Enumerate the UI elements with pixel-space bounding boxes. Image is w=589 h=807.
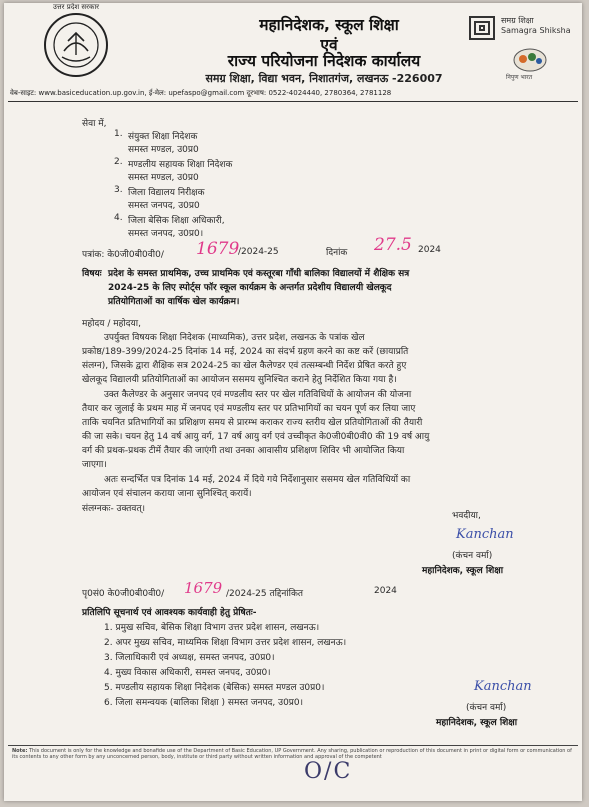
- up-government-seal: [42, 11, 110, 79]
- subject-label: विषयः: [82, 269, 102, 279]
- copy-to-item: 4. मुख्य विकास अधिकारी, समस्त जनपद, उ0प्र0।: [104, 668, 271, 678]
- para2-line: उक्त कैलेण्डर के अनुसार जनपद एवं मण्डलीय स्तर पर खेल गतिविधियों के आयोजन की योजना: [104, 390, 412, 400]
- letter-ref-suffix: /2024-25: [238, 247, 279, 257]
- para2-line: तैयार कर जुलाई के प्रथम माह में जनपद एवं मण्डलीय स्तर पर प्रतिभागियों का चयन पूर्ण कर लिया जाए: [82, 404, 416, 414]
- footer-divider: [8, 745, 578, 746]
- header-address: समग्र शिक्षा, विद्या भवन, निशातगंज, लखनऊ -226007: [205, 72, 443, 85]
- copy-to-heading: प्रतिलिपि सूचनार्थ एवं आवश्यक कार्यवाही हेतु प्रेषितः-: [82, 608, 257, 618]
- enclosure-note: संलग्नकः- उक्तवत्।: [82, 504, 145, 514]
- addressee-line: जिला विद्यालय निरीक्षक: [128, 188, 205, 198]
- nipun-bharat-logo-icon: [512, 47, 548, 73]
- salutation: महोदय / महोदया,: [82, 319, 141, 329]
- copy-to-item: 5. मण्डलीय सहायक शिक्षा निदेशक (बेसिक) समस्त मण्डल उ0प्र0।: [104, 683, 325, 693]
- copy-ref-year: 2024: [374, 586, 397, 596]
- para3-line: अतः सन्दर्भित पत्र दिनांक 14 मई, 2024 में दिये गये निर्देशानुसार ससमय खेल गतिविधियों का: [104, 475, 411, 485]
- subject-line: प्रदेश के समस्त प्राथमिक, उच्च प्राथमिक एवं कस्तूरबा गाँधी बालिका विद्यालयों में शैक्षिक सत्र: [108, 269, 410, 279]
- logo3-caption: निपुण भारत: [506, 74, 533, 81]
- para1-line: खेलकूद विद्यालयी प्रतियोगिताओं का आयोजन ससमय सुनिश्चित कराने हेतु निर्देशित किया गया है।: [82, 375, 397, 385]
- addressee-line: मण्डलीय सहायक शिक्षा निदेशक: [128, 160, 233, 170]
- addressee-num: 4.: [114, 213, 123, 223]
- addressee-line: समस्त मण्डल, उ0प्र0: [128, 173, 199, 183]
- date-year: 2024: [418, 245, 441, 255]
- addressee-line: समस्त जनपद, उ0प्र0।: [128, 229, 204, 239]
- para2-line: ताकि चयनित प्रतिभागियों का प्रशिक्षण समय से प्रारम्भ कराकर राज्य स्तरीय खेल प्रतियोगिताओं की तैयारी: [82, 418, 423, 428]
- addressee-intro: सेवा में,: [82, 119, 107, 129]
- para1-line: उपर्युक्त विषयक शिक्षा निदेशक (माध्यमिक), उत्तर प्रदेश, लखनऊ के पत्रांक खेल: [104, 333, 365, 343]
- copy-ref-suffix: /2024-25 तद्दिनांकित: [226, 589, 304, 599]
- contact-line: वेब-साइट: www.basiceducation.up.gov.in, ई-मेल: upefaspo@gmail.com दूरभाष: 0522-4024440, 2780364, 2781128: [10, 89, 392, 97]
- subject-line: प्रतियोगिताओं का वार्षिक खेल कार्यक्रम।: [108, 297, 240, 307]
- seal-text: उत्तर प्रदेश सरकार: [52, 3, 100, 11]
- copy-ref-prefix: पृ0सं0 के0जी0बी0वी0/: [82, 589, 165, 599]
- letter-sheet: [4, 3, 582, 801]
- letter-ref-prefix: पत्रांक: के0जी0बी0वी0/: [82, 250, 164, 260]
- addressee-line: समस्त मण्डल, उ0प्र0: [128, 145, 199, 155]
- signature-handwritten-2: Kanchan: [474, 679, 532, 694]
- copy-to-item: 6. जिला समन्वयक (बालिका शिक्षा ) समस्त जनपद, उ0प्र0।: [104, 698, 304, 708]
- addressee-line: जिला बेसिक शिक्षा अधिकारी,: [128, 216, 225, 226]
- signatory-title-2: महानिदेशक, स्कूल शिक्षा: [436, 718, 518, 728]
- para1-line: प्रकोष्ठ/189-399/2024-25 दिनांक 14 मई, 2024 का संदर्भ ग्रहण करने का कष्ट करें (छायाप्रति: [82, 347, 409, 357]
- copy-to-item: 3. जिलाधिकारी एवं अध्यक्ष, समस्त जनपद, उ0प्र0।: [104, 653, 275, 663]
- para1-line: संलग्न), जिसके द्वारा शैक्षिक सत्र 2024-25 का खेल कैलेण्डर एवं तत्सम्बन्धी निर्देश प्रेषित करते हुए: [82, 361, 407, 371]
- addressee-num: 1.: [114, 129, 123, 139]
- subject-line: 2024-25 के लिए स्पोर्ट्स फॉर स्कूल कार्यक्रम के अन्तर्गत प्रदेशीय विद्यालयी खेलकूद: [108, 283, 392, 293]
- header-line-1: महानिदेशक, स्कूल शिक्षा: [259, 16, 399, 34]
- addressee-line: संयुक्त शिक्षा निदेशक: [128, 132, 198, 142]
- closing: भवदीया,: [452, 511, 481, 521]
- signature-handwritten: Kanchan: [456, 527, 514, 542]
- samagra-shiksha-logo-icon: [466, 13, 498, 43]
- copy-number-handwritten: 1679: [184, 579, 223, 597]
- addressee-num: 2.: [114, 157, 123, 167]
- addressee-num: 3.: [114, 185, 123, 195]
- logo-text-hindi: समग्र शिक्षा: [501, 16, 534, 25]
- date-handwritten: 27.5: [374, 235, 412, 255]
- header-line-3: राज्य परियोजना निदेशक कार्यालय: [227, 52, 421, 70]
- para2-line: जाएगा।: [82, 460, 107, 470]
- signatory-name-2: (कंचन वर्मा): [466, 703, 507, 713]
- footer-note-label: Note:: [12, 748, 28, 754]
- logo-text-english: Samagra Shiksha: [501, 26, 571, 35]
- signatory-title: महानिदेशक, स्कूल शिक्षा: [422, 566, 504, 576]
- header-divider: [8, 101, 578, 102]
- signatory-name: (कंचन वर्मा): [452, 551, 493, 561]
- date-label: दिनांक: [326, 248, 348, 258]
- copy-to-item: 1. प्रमुख सचिव, बेसिक शिक्षा विभाग उत्तर प्रदेश शासन, लखनऊ।: [104, 623, 320, 633]
- header-line-2: एवं: [320, 36, 338, 54]
- para3-line: आयोजन एवं संचालन कराया जाना सुनिश्चित् करायें।: [82, 489, 252, 499]
- addressee-line: समस्त जनपद, उ0प्र0: [128, 201, 200, 211]
- para2-line: वर्ग की प्रथक-प्रथक टीमें तैयार की जाएंगी तथा उनका आवासीय प्रशिक्षण शिविर भी आयोजित किया: [82, 446, 405, 456]
- para2-line: की जा सके। चयन हेतु 14 वर्ष आयु वर्ग, 17 वर्ष आयु वर्ग एवं उच्चीकृत के0जी0बी0वी0 की 19 वर्ष आयु: [82, 432, 430, 442]
- oc-stamp-handwritten: O/C: [304, 759, 353, 784]
- footer-note: [12, 748, 572, 760]
- letter-number-handwritten: 1679: [196, 239, 240, 259]
- copy-to-item: 2. अपर मुख्य सचिव, माध्यमिक शिक्षा विभाग उत्तर प्रदेश शासन, लखनऊ।: [104, 638, 347, 648]
- footer-note-text: This document is only for the knowledge and bonafide use of the Department of Basic Education, UP Government. Any sharing, publication or reproduction of this document in print or digital form or communication of its contents to any other form by any unconcerned person, body, institute or third party without written information and approval of the competent: [12, 748, 572, 760]
